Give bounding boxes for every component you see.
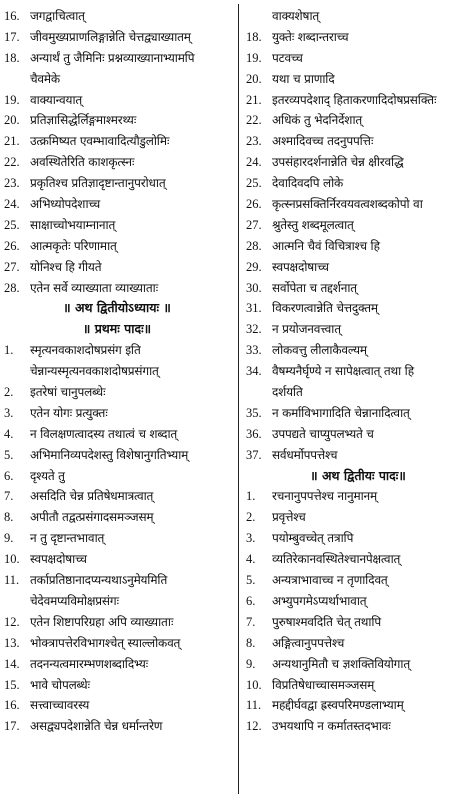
sutra-line (4, 236, 230, 257)
sutra-number: 4. (246, 552, 256, 567)
sutra-number: 29. (246, 259, 262, 274)
sutra-number: 4. (4, 426, 14, 441)
sutra-line (246, 110, 470, 131)
sutra-line (4, 549, 230, 570)
sutra-line (4, 403, 230, 424)
sutra-line (246, 445, 470, 466)
sutra-text: पयोम्बुवच्चेत् तत्रापि (272, 531, 354, 546)
sutra-number: 17. (4, 29, 20, 44)
sutra-number: 28. (4, 280, 20, 295)
sutra-number: 13. (4, 635, 20, 650)
sutra-line (246, 340, 470, 361)
sutra-line (246, 131, 470, 152)
sutra-text: सत्त्वाच्चावरस्य (30, 698, 90, 713)
sutra-number: 26. (246, 197, 262, 212)
column-divider (238, 4, 239, 794)
sutra-number: 24. (4, 197, 20, 212)
sutra-text: अभ्युपगमेऽप्यर्थाभावात् (272, 593, 367, 608)
sutra-line (246, 194, 470, 215)
sutra-line (4, 215, 230, 236)
sutra-number: 23. (4, 176, 20, 191)
sutra-number: 6. (4, 468, 14, 483)
sutra-number: 28. (246, 238, 262, 253)
sutra-number: 34. (246, 364, 262, 379)
sutra-text: एतेन योगः प्रत्युक्तः (30, 405, 108, 420)
sutra-text: न तु दृष्टान्तभावात् (30, 531, 105, 546)
sutra-text: आत्मनि चैवं विचित्राश्च हि (272, 238, 380, 253)
sutra-text: व्यतिरेकानवस्थितेश्चानपेक्षत्वात् (272, 552, 401, 567)
sutra-number: 30. (246, 280, 262, 295)
sutra-text: स्वपक्षदोषाच्च (30, 552, 87, 567)
sutra-line (246, 591, 470, 612)
sutra-text: न प्रयोजनवत्त्वात् (272, 322, 341, 337)
sutra-text: स्वपक्षदोषाच्च (272, 259, 329, 274)
sutra-text: सर्वधर्मोपपत्तेश्च (272, 447, 338, 462)
sutra-line (246, 382, 470, 403)
sutra-line (4, 382, 230, 403)
sutra-text: स्मृत्यनवकाशदोषप्रसंग इति (30, 343, 141, 358)
sutra-text: योनिश्च हि गीयते (30, 259, 102, 274)
sutra-line (246, 528, 470, 549)
sutra-text: आत्मकृतेः परिणामात् (30, 238, 117, 253)
sutra-line (4, 633, 230, 654)
sutra-number: 35. (246, 405, 262, 420)
sutra-line (246, 278, 470, 299)
sutra-number: 9. (4, 531, 14, 546)
sutra-number: 24. (246, 155, 262, 170)
sutra-number: 18. (246, 29, 262, 44)
sutra-text: एतेन शिष्टापरिग्रहा अपि व्याख्याताः (30, 614, 174, 629)
sutra-text: वाक्यान्वयात् (30, 92, 83, 107)
sutra-line (246, 319, 470, 340)
sutra-line (4, 173, 230, 194)
sutra-line (246, 6, 470, 27)
sutra-line (246, 69, 470, 90)
sutra-line (246, 570, 470, 591)
sutra-text: अन्यथानुमितौ च ज्ञशक्तिवियोगात् (272, 656, 410, 671)
sutra-number: 7. (246, 614, 256, 629)
sutra-text: महद्दीर्घवद्वा ह्रस्वपरिमण्डलाभ्याम् (272, 698, 404, 713)
sutra-number: 25. (4, 217, 20, 232)
sutra-text: भावे चोपलब्धेः (30, 677, 90, 692)
sutra-text: न विलक्षणत्वादस्य तथात्वं च शब्दात् (30, 426, 178, 441)
sutra-line (4, 716, 230, 737)
sutra-line (4, 27, 230, 48)
sutra-line (246, 633, 470, 654)
sutra-text: चैवमेके (30, 71, 60, 86)
sutra-text: दृश्यते तु (30, 468, 65, 483)
sutra-line (246, 695, 470, 716)
sutra-text: जगद्वाचित्वात् (30, 9, 85, 23)
sutra-line (246, 612, 470, 633)
sutra-number: 3. (4, 405, 14, 420)
sutra-text: तदनन्यत्वमारम्भणशब्दादिभ्यः (30, 656, 149, 671)
sutra-number: 23. (246, 134, 262, 149)
sutra-line (4, 194, 230, 215)
sutra-line (4, 90, 230, 111)
sutra-line (246, 716, 470, 737)
sutra-line (246, 173, 470, 194)
sutra-line (4, 110, 230, 131)
sutra-text: भोक्त्रापत्तेरविभागश्चेत् स्याल्लोकवत् (30, 635, 181, 650)
sutra-text: प्रकृतिश्च प्रतिज्ञादृष्टान्तानुपरोधात् (30, 176, 166, 191)
sutra-number: 27. (4, 259, 20, 274)
sutra-line (246, 675, 470, 696)
sutra-number: 31. (246, 301, 262, 316)
sutra-number: 7. (4, 489, 14, 504)
sutra-line (4, 695, 230, 716)
sutra-number: 10. (4, 552, 20, 567)
sutra-line (246, 486, 470, 507)
sutra-line (246, 257, 470, 278)
sutra-text: रचनानुपपत्तेश्च नानुमानम् (272, 489, 377, 504)
sutra-number: 22. (246, 113, 262, 128)
sutra-line (4, 152, 230, 173)
sutra-line (4, 612, 230, 633)
sutra-text: दर्शयति (272, 385, 303, 400)
sutra-text: उभयथापि न कर्मातस्तदभावः (272, 719, 391, 734)
left-column (4, 6, 230, 737)
sutra-number: 18. (4, 50, 20, 65)
sutra-line (4, 445, 230, 466)
sutra-text: प्रवृत्तेश्च (272, 510, 306, 525)
sutra-line (4, 361, 230, 382)
sutra-text: अधिकं तु भेदनिर्देशात् (272, 113, 362, 128)
sutra-number: 6. (246, 593, 256, 608)
sutra-line (246, 48, 470, 69)
sutra-number: 36. (246, 426, 262, 441)
sutra-number: 21. (4, 134, 20, 149)
sutra-number: 10. (246, 677, 262, 692)
sutra-number: 32. (246, 322, 262, 337)
sutra-line (246, 236, 470, 257)
sutra-text: असद्व्यपदेशान्नेति चेन्न धर्मान्तरेण (30, 719, 163, 734)
sutra-number: 8. (4, 510, 14, 525)
sutra-number: 37. (246, 447, 262, 462)
sutra-text: अश्मादिवच्च तदनुपपत्तिः (272, 134, 374, 149)
sutra-line (4, 6, 230, 27)
sutra-text: असदिति चेन्न प्रतिषेधमात्रत्वात् (30, 489, 154, 504)
sutra-line (4, 486, 230, 507)
sutra-text: सर्वोपेता च तद्दर्शनात् (272, 280, 357, 295)
sutra-number: 8. (246, 635, 256, 650)
sutra-number: 33. (246, 343, 262, 358)
sutra-text: यथा च प्राणादि (272, 71, 335, 86)
sutra-line (4, 591, 230, 612)
sutra-number: 11. (246, 698, 262, 713)
sutra-line (4, 69, 230, 90)
sutra-text: तर्काप्रतिष्ठानादप्यन्यथाऽनुमेयमिति (30, 573, 168, 588)
sutra-line (246, 27, 470, 48)
sutra-number: 20. (4, 113, 20, 128)
sutra-text: अभिध्योपदेशाच्च (30, 197, 101, 212)
sutra-number: 19. (4, 92, 20, 107)
sutra-line (246, 215, 470, 236)
sutra-number: 3. (246, 531, 256, 546)
sutra-text: साक्षाच्चोभयाम्नानात् (30, 217, 116, 232)
section-heading: ॥ प्रथमः पादः॥ (82, 321, 152, 337)
sutra-text: चेन्नान्यस्मृत्यनवकाशदोषप्रसंगात् (30, 364, 159, 379)
sutra-text: वाक्यशेषात् (272, 9, 320, 23)
sutra-number: 12. (246, 719, 262, 734)
sutra-number: 27. (246, 217, 262, 232)
sutra-text: अन्यार्थं तु जैमिनिः प्रश्नव्याख्यानाभ्यामपि (30, 50, 195, 65)
sutra-text: लोकवत्तु लीलाकैवल्यम् (272, 343, 367, 358)
sutra-number: 15. (4, 677, 20, 692)
sutra-text: देवादिवदपि लोके (272, 176, 344, 191)
sutra-number: 16. (4, 698, 20, 713)
sutra-text: एतेन सर्वे व्याख्याता व्याख्याताः (30, 280, 159, 295)
sutra-number: 22. (4, 155, 20, 170)
section-heading: ॥ अथ द्वितीयः पादः॥ (310, 467, 406, 483)
sutra-text: इतरेषां चानुपलब्धेः (30, 385, 106, 400)
sutra-number: 12. (4, 614, 20, 629)
sutra-line (246, 654, 470, 675)
sutra-text: वैषम्यनैर्घृण्ये न सापेक्षत्वात् तथा हि (272, 364, 414, 379)
sutra-text: अपीतौ तद्वत्प्रसंगादसमञ्जसम् (30, 510, 154, 525)
sutra-line (246, 152, 470, 173)
right-column (246, 6, 470, 737)
sutra-text: इतरव्यपदेशाद् हिताकरणादिदोषप्रसक्तिः (272, 92, 437, 107)
sutra-number: 16. (4, 9, 20, 23)
sutra-number: 9. (246, 656, 256, 671)
sutra-text: पुरुषाश्मवदिति चेत् तथापि (272, 614, 382, 629)
sutra-line (4, 654, 230, 675)
sutra-text: प्रतिज्ञासिद्धेर्लिङ्गमाश्मरथ्यः (30, 113, 137, 128)
sutra-number: 2. (4, 385, 14, 400)
sutra-line (4, 466, 230, 487)
sutra-text: पटवच्च (272, 50, 303, 65)
sutra-number: 5. (4, 447, 14, 462)
sutra-text: उत्क्रमिष्यत एवम्भावादित्यौडुलोमिः (30, 134, 170, 149)
sutra-text: उपसंहारदर्शनान्नेति चेन्न क्षीरवद्धि (272, 155, 404, 170)
sutra-text: युक्तेः शब्दान्तराच्च (272, 29, 349, 44)
sutra-line (4, 340, 230, 361)
sutra-line (4, 257, 230, 278)
sutra-line (4, 528, 230, 549)
sutra-text: अन्यत्राभावाच्च न तृणादिवत् (272, 573, 388, 588)
sutra-number: 17. (4, 719, 20, 734)
sutra-line (246, 507, 470, 528)
sutra-number: 25. (246, 176, 262, 191)
sutra-text: कृत्स्नप्रसक्तिर्निरवयवत्वशब्दकोपो वा (272, 197, 423, 212)
sutra-number: 1. (246, 489, 256, 504)
sutra-text: जीवमुख्यप्राणलिङ्गान्नेति चेत्तद्व्याख्यातम् (30, 29, 191, 44)
sutra-number: 14. (4, 656, 20, 671)
sutra-line (4, 424, 230, 445)
section-heading: ॥ अथ द्वितीयोऽध्यायः ॥ (63, 300, 171, 316)
sutra-line (246, 403, 470, 424)
sutra-line (4, 278, 230, 299)
sutra-line (4, 131, 230, 152)
sutra-number: 21. (246, 92, 262, 107)
sutra-text: अभिमानिव्यपदेशस्तु विशेषानुगतिभ्याम् (30, 447, 189, 462)
sutra-line (246, 90, 470, 111)
sutra-number: 20. (246, 71, 262, 86)
sutra-line (246, 549, 470, 570)
sutra-text: विकरणत्वान्नेति चेत्तदुक्तम् (272, 301, 378, 316)
sutra-text: उपपद्यते चाप्युपलभ्यते च (272, 426, 374, 441)
sutra-line (246, 298, 470, 319)
sutra-number: 1. (4, 343, 14, 358)
sutra-line (4, 48, 230, 69)
sutra-text: श्रुतेस्तु शब्दमूलत्वात् (272, 217, 354, 232)
sutra-number: 26. (4, 238, 20, 253)
sutra-text: न कर्माविभागादिति चेन्नानादित्वात् (272, 405, 410, 420)
sutra-number: 19. (246, 50, 262, 65)
sutra-line (4, 507, 230, 528)
sutra-line (246, 361, 470, 382)
sutra-text: विप्रतिषेधाच्चासमञ्जसम् (272, 677, 375, 692)
sutra-line (4, 570, 230, 591)
sutra-number: 5. (246, 573, 256, 588)
sutra-number: 2. (246, 510, 256, 525)
sutra-text: अङ्गित्वानुपपत्तेश्च (272, 635, 345, 650)
sutra-line (4, 675, 230, 696)
sutra-text: चेदेवमप्यविमोक्षप्रसंगः (30, 593, 119, 608)
sutra-line (246, 424, 470, 445)
sutra-text: अवस्थितेरिति काशकृत्स्नः (30, 155, 135, 170)
sutra-number: 11. (4, 573, 20, 588)
